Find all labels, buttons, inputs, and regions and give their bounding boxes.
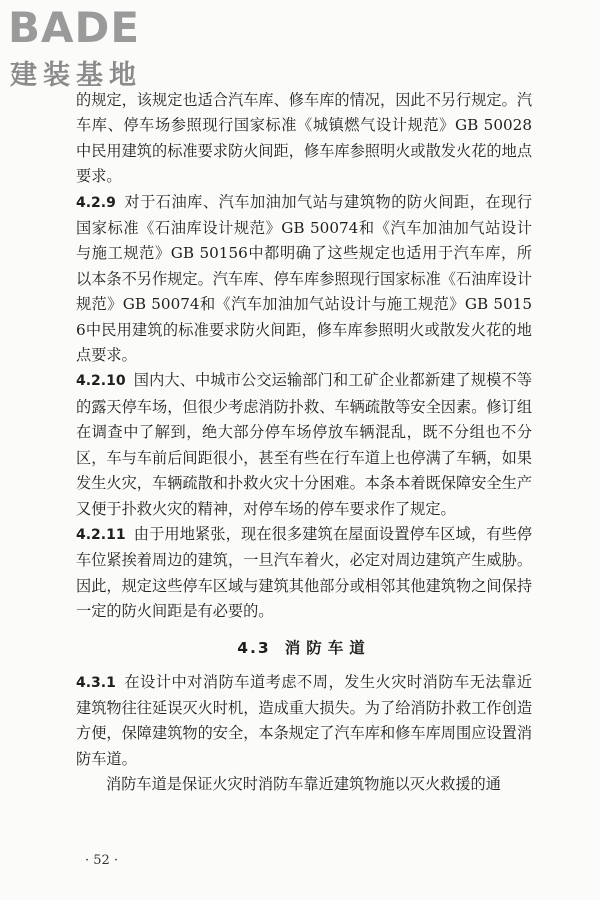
clause-number: 4.2.10 [76,373,126,390]
clause-4-2-10 [76,368,532,521]
logo-wordmark: BADE [8,3,141,52]
clause-text: 在设计中对消防车道考虑不周，发生火灾时消防车无法靠近建筑物往往延误灭火时机，造成重大损失。为了给消防扑救工作创造方便，保障建筑物的安全，本条规定了汽车库和修车库周围应设置消防车道。 [76,672,532,768]
clause-text: 由于用地紧张，现在很多建筑在屋面设置停车区域，有些停车位紧挨着周边的建筑，一旦汽车着火，必定对周边建筑产生威胁。因此，规定这些停车区域与建筑其他部分或相邻其他建筑物之间保持一定的防火间距是有必要的。 [76,524,532,621]
section-heading [76,637,532,659]
logo-subtitle: 建装基地 [10,60,142,91]
page-content [76,88,532,798]
clause-number: 4.2.9 [76,194,116,211]
bade-logo [8,4,183,96]
paragraph-text: 的规定，该规定也适合汽车库、修车库的情况，因此不另行规定。汽车库、停车场参照现行国家标准《城镇燃气设计规范》GB 50028中民用建筑的标准要求防火间距，修车库参照明火或散发火花的地点要求。 [76,91,532,186]
clause-4-3-1 [76,670,532,773]
page-number: · 52 · [85,853,119,868]
clause-number: 4.3.1 [76,674,116,691]
clause-text: 对于石油库、汽车加油加气站与建筑物的防火间距，在现行国家标准《石油库设计规范》GB 50074和《汽车加油加气站设计与施工规范》GB 50156中都明确了这些规定也适用于汽车库，所以本条不另作规定。汽车库、停车库参照现行国家标准《石油库设计规范》GB 50074和《汽车加油加气站设计与施工规范》GB 50156中民用建筑的标准要求防火间距，修车库参照明火或散发火花的地点要求。 [76,192,532,365]
paragraph-continued [76,88,532,190]
clause-number: 4.2.11 [76,526,126,543]
clause-4-2-9 [76,190,532,369]
paragraph-closing: 消防车道是保证火灾时消防车靠近建筑物施以灭火救援的通 [106,775,501,794]
section-title: 消防车道 [284,638,371,657]
section-number: 4.3 [237,638,271,657]
clause-text: 国内大、中城市公交运输部门和工矿企业都新建了规模不等的露天停车场，但很少考虑消防扑救、车辆疏散等安全因素。修订组在调查中了解到，绝大部分停车场停放车辆混乱，既不分组也不分区，车与车前后间距很小，甚至有些在行车道上也停满了车辆，如果发生火灾，车辆疏散和扑救火灾十分困难。本条本着既保障安全生产又便于扑救火灾的精神，对停车场的停车要求作了规定。 [76,371,532,518]
clause-4-2-11 [76,522,532,625]
